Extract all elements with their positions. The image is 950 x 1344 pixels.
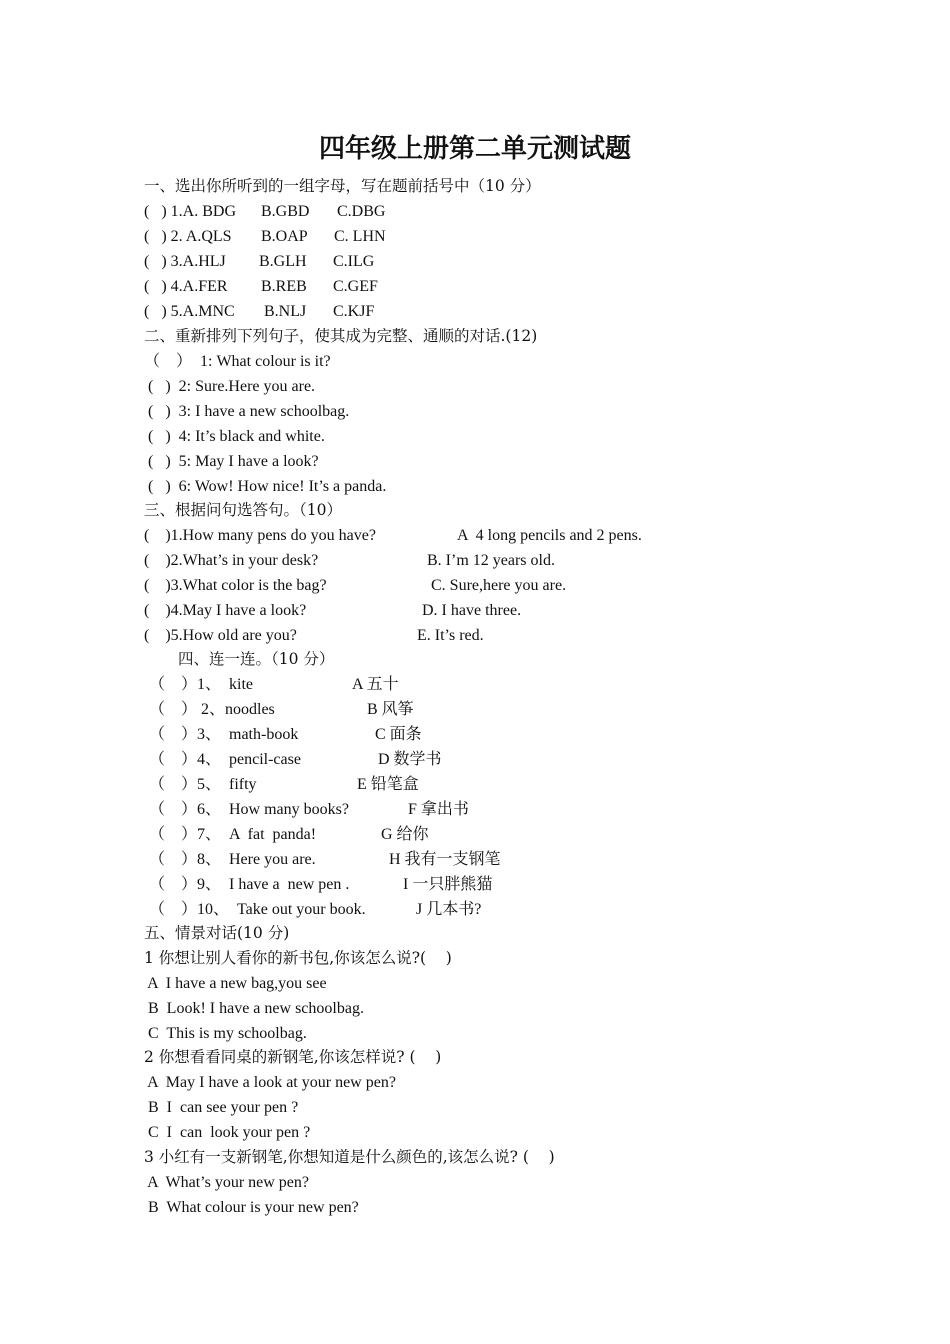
listening-item: [144, 274, 744, 299]
scenario-option: A May I have a look at your new pen?: [144, 1074, 396, 1091]
dialogue-sentence: ( ) 2: Sure.Here you are.: [144, 378, 316, 395]
section-3-heading: 三、根据问句选答句。（10）: [144, 501, 342, 519]
match-right: I 一只胖熊猫: [403, 876, 493, 893]
match-right: D 数学书: [378, 751, 442, 768]
qa-row: [144, 573, 744, 598]
question-option-c: C.KJF: [333, 303, 375, 320]
match-right: J 几本书?: [416, 901, 482, 918]
qa-row: [144, 548, 744, 573]
match-row: [144, 872, 744, 897]
match-row: [144, 822, 744, 847]
match-left: （ ）9、 I have a new pen .: [149, 876, 350, 893]
question-option-c: C. LHN: [334, 228, 386, 245]
dialogue-sentence: ( ) 6: Wow! How nice! It’s a panda.: [144, 478, 387, 495]
question-option-a: ( ) 3.A.HLJ: [144, 253, 226, 270]
question-option-c: C.ILG: [333, 253, 375, 270]
answer-text: A 4 long pencils and 2 pens.: [457, 527, 642, 544]
match-row: [144, 847, 744, 872]
scenario-question: 3 小红有一支新钢笔,你想知道是什么颜色的,该怎么说? ( ): [144, 1148, 555, 1166]
question-text: ( )4.May I have a look?: [144, 602, 307, 619]
match-left: （ ）6、 How many books?: [149, 801, 349, 818]
question-option-b: B.OAP: [261, 228, 308, 245]
page-title: 四年级上册第二单元测试题: [318, 134, 631, 164]
listening-item: [144, 299, 744, 324]
question-text: ( )3.What color is the bag?: [144, 577, 327, 594]
scenario-option: C I can look your pen ?: [144, 1124, 311, 1141]
question-text: ( )5.How old are you?: [144, 627, 297, 644]
question-option-b: B.NLJ: [264, 303, 307, 320]
answer-text: B. I’m 12 years old.: [427, 552, 555, 569]
match-row: [144, 772, 744, 797]
match-right: C 面条: [375, 726, 422, 743]
section-1-heading: 一、选出你所听到的一组字母，写在题前括号中（10 分）: [144, 177, 541, 195]
match-row: [144, 722, 744, 747]
qa-row: [144, 523, 744, 548]
question-option-a: ( ) 4.A.FER: [144, 278, 228, 295]
scenario-option: A I have a new bag,you see: [144, 975, 327, 992]
scenario-option: B Look! I have a new schoolbag.: [144, 1000, 364, 1017]
scenario-question: 1 你想让别人看你的新书包,你该怎么说?( ): [144, 949, 452, 967]
dialogue-sentence: ( ) 5: May I have a look?: [144, 453, 319, 470]
match-right: E 铅笔盒: [357, 776, 419, 793]
match-left: （ ）5、 fifty: [149, 776, 257, 793]
question-option-b: B.REB: [261, 278, 307, 295]
question-option-c: C.DBG: [337, 203, 386, 220]
match-left: （ ）8、 Here you are.: [149, 851, 316, 868]
question-option-b: B.GBD: [261, 203, 310, 220]
answer-text: C. Sure,here you are.: [431, 577, 567, 594]
section-5-heading: 五、情景对话(10 分): [144, 924, 290, 942]
question-text: ( )1.How many pens do you have?: [144, 527, 376, 544]
dialogue-sentence: ( ) 4: It’s black and white.: [144, 428, 325, 445]
match-row: [144, 747, 744, 772]
match-row: [144, 697, 744, 722]
match-left: （ ）3、 math-book: [149, 726, 299, 743]
answer-text: D. I have three.: [422, 602, 522, 619]
section-4-heading: 四、连一连。（10 分）: [178, 650, 335, 668]
section-2-heading: 二、重新排列下列句子，使其成为完整、通顺的对话.(12): [144, 327, 538, 345]
listening-item: [144, 249, 744, 274]
question-option-a: ( ) 5.A.MNC: [144, 303, 235, 320]
match-right: F 拿出书: [408, 801, 469, 818]
match-row: [144, 672, 744, 697]
match-right: H 我有一支钢笔: [389, 851, 501, 868]
question-option-b: B.GLH: [259, 253, 307, 270]
match-row: [144, 797, 744, 822]
match-row: [144, 897, 744, 922]
answer-text: E. It’s red.: [417, 627, 484, 644]
match-right: B 风筝: [367, 701, 414, 718]
qa-row: [144, 598, 744, 623]
match-right: A 五十: [352, 676, 399, 693]
match-left: （ ）10、 Take out your book.: [149, 901, 366, 918]
scenario-question: 2 你想看看同桌的新钢笔,你该怎样说? ( ): [144, 1048, 442, 1066]
dialogue-sentence: ( ) 3: I have a new schoolbag.: [144, 403, 350, 420]
match-left: （ ）1、 kite: [149, 676, 253, 693]
dialogue-sentence: （ ） 1: What colour is it?: [144, 353, 331, 370]
question-text: ( )2.What’s in your desk?: [144, 552, 319, 569]
scenario-option: C This is my schoolbag.: [144, 1025, 307, 1042]
listening-item: [144, 224, 744, 249]
scenario-option: A What’s your new pen?: [144, 1174, 310, 1191]
scenario-option: B I can see your pen ?: [144, 1099, 299, 1116]
match-right: G 给你: [381, 826, 429, 843]
match-left: （ ） 2、noodles: [149, 701, 275, 718]
question-option-a: ( ) 2. A.QLS: [144, 228, 232, 245]
question-option-a: ( ) 1.A. BDG: [144, 203, 236, 220]
listening-item: [144, 199, 744, 224]
match-left: （ ）4、 pencil-case: [149, 751, 301, 768]
scenario-option: B What colour is your new pen?: [144, 1199, 359, 1216]
match-left: （ ）7、 A fat panda!: [149, 826, 317, 843]
question-option-c: C.GEF: [333, 278, 378, 295]
qa-row: [144, 623, 744, 648]
